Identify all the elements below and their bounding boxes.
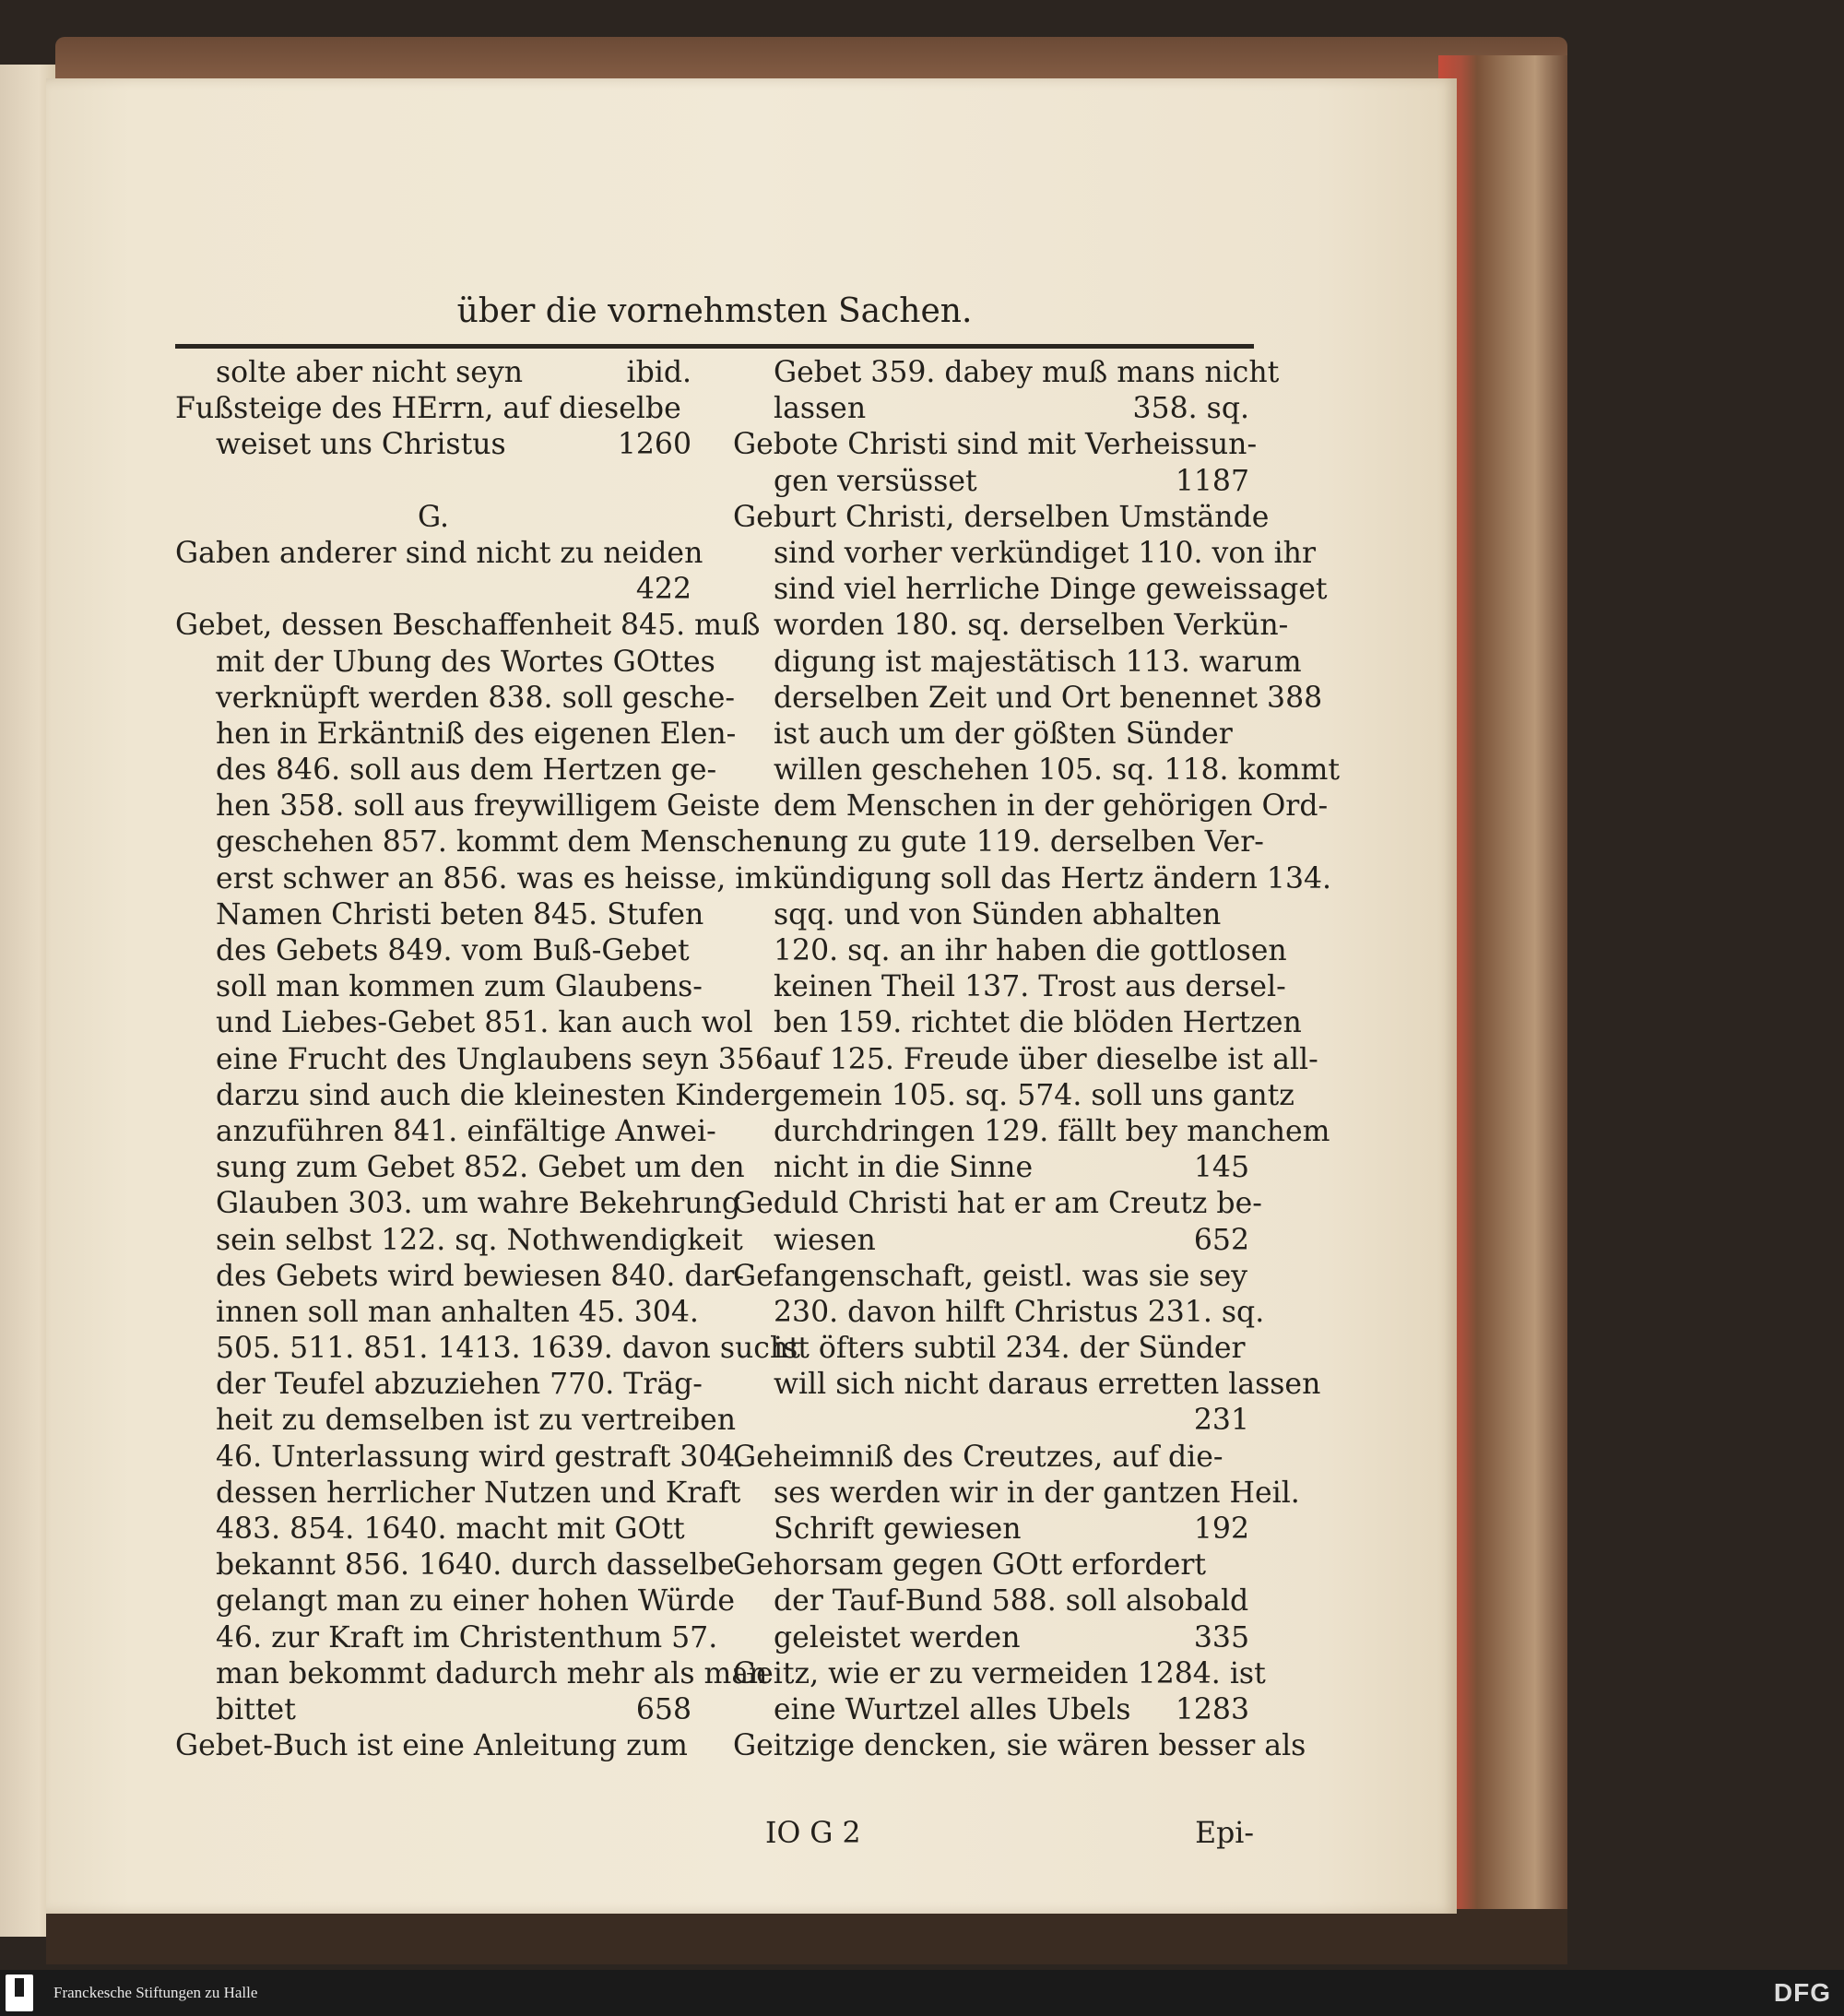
index-line	[175, 681, 736, 717]
index-line	[175, 1114, 716, 1150]
index-line	[733, 1728, 1306, 1764]
index-entry-text: sung zum Gebet 852. Gebet um den	[216, 1151, 745, 1185]
index-entry-text: weiset uns Christus	[216, 428, 506, 462]
index-line	[175, 1440, 745, 1476]
book-cover-bottom	[46, 1909, 1567, 1964]
index-entry-text: gelangt man zu einer hohen Würde	[216, 1584, 736, 1619]
index-entry-text: dem Menschen in der gehörigen Ord-	[774, 789, 1329, 824]
index-line	[175, 1403, 737, 1439]
index-line	[733, 1512, 1249, 1548]
index-line	[733, 536, 1317, 572]
index-entry-text: Geduld Christi hat er am Creutz be-	[733, 1187, 1262, 1221]
index-line	[733, 355, 1280, 391]
index-line	[733, 1150, 1249, 1186]
index-line	[175, 753, 717, 789]
index-line	[733, 1005, 1302, 1041]
index-line	[175, 933, 692, 969]
index-entry-text: wiesen	[774, 1223, 876, 1257]
index-entry-text: man bekommt dadurch mehr als man	[216, 1656, 768, 1690]
index-entry-text: kündigung soll das Hertz ändern 134.	[774, 861, 1332, 895]
index-entry-text: derselben Zeit und Ort benennet 388	[774, 681, 1323, 715]
index-entry-text: des Gebets 849. vom Buß-Gebet	[216, 934, 690, 967]
index-entry-text: Geheimniß des Creutzes, auf die-	[733, 1440, 1223, 1474]
index-entry-text: Geitzige dencken, sie wären besser als	[733, 1729, 1306, 1763]
index-entry-text: solte aber nicht seyn	[216, 356, 524, 389]
index-entry-text: heit zu demselben ist zu vertreiben	[216, 1404, 737, 1438]
index-line	[175, 1692, 692, 1728]
index-line	[733, 500, 1270, 536]
index-line	[733, 1656, 1266, 1692]
index-entry-text: Geitz, wie er zu vermeiden 1284. ist	[733, 1656, 1266, 1690]
index-entry-text: sqq. und von Sünden abhalten	[774, 897, 1222, 931]
index-line	[175, 1042, 783, 1078]
index-entry-text: will sich nicht daraus erretten lassen	[774, 1368, 1321, 1402]
index-line	[175, 645, 715, 681]
index-entry-text: Geburt Christi, derselben Umstände	[733, 500, 1270, 534]
index-line	[175, 1186, 741, 1222]
index-line	[175, 500, 692, 536]
index-entry-text: Gebet, dessen Beschaffenheit 845. muß	[175, 609, 761, 643]
index-line	[733, 1440, 1249, 1476]
header-rule	[175, 344, 1254, 349]
index-entry-text: 120. sq. an ihr haben die gottlosen	[774, 934, 1287, 967]
index-entry-text: sein selbst 122. sq. Nothwendigkeit	[216, 1223, 743, 1257]
index-entry-text: Gebet-Buch ist eine Anleitung zum	[175, 1729, 688, 1763]
page-reference: 1283	[1175, 1692, 1249, 1726]
index-line	[175, 824, 792, 860]
index-entry-text: geleistet werden	[774, 1620, 1021, 1654]
catchword: Epi-	[1195, 1817, 1254, 1850]
index-entry-text: erst schwer an 856. was es heisse, im	[216, 861, 773, 895]
index-line	[175, 1512, 692, 1548]
index-line	[175, 717, 737, 753]
index-entry-text: eine Frucht des Unglaubens seyn 356.	[216, 1042, 783, 1076]
index-line	[733, 789, 1329, 824]
index-entry-text: anzuführen 841. einfältige Anwei-	[216, 1114, 716, 1148]
index-line	[175, 969, 703, 1005]
page-reference: 652	[1193, 1223, 1249, 1257]
running-title: über die vornehmsten Sachen.	[456, 292, 973, 330]
page-reference: 192	[1193, 1512, 1249, 1546]
index-column-right	[733, 355, 1341, 1812]
index-line	[733, 1114, 1330, 1150]
index-entry-text: verknüpft werden 838. soll gesche-	[216, 681, 736, 715]
index-line	[733, 681, 1323, 717]
index-entry-text: bekannt 856. 1640. durch dasselbe	[216, 1548, 735, 1583]
index-line	[733, 1367, 1321, 1403]
index-entry-text: auf 125. Freude über dieselbe ist all-	[774, 1042, 1318, 1076]
index-entry-text: und Liebes-Gebet 851. kan auch wol	[216, 1006, 753, 1040]
institution-name[interactable]: Franckesche Stiftungen zu Halle	[53, 1984, 258, 2001]
index-entry-text: innen soll man anhalten 45. 304.	[216, 1295, 699, 1329]
index-line	[733, 861, 1332, 897]
index-line	[175, 391, 692, 427]
index-line	[175, 1259, 745, 1295]
index-entry-text: geschehen 857. kommt dem Menschen	[216, 825, 792, 860]
index-line	[733, 572, 1328, 608]
index-entry-text: Gaben anderer sind nicht zu neiden	[175, 536, 703, 570]
index-entry-text: 483. 854. 1640. macht mit GOtt	[216, 1512, 685, 1546]
index-line	[175, 1367, 703, 1403]
index-line	[733, 1042, 1318, 1078]
index-line	[733, 1620, 1249, 1656]
index-line	[733, 969, 1286, 1005]
index-line	[175, 1583, 736, 1619]
index-entry-text: hen in Erkäntniß des eigenen Elen-	[216, 717, 737, 751]
index-entry-text: 46. zur Kraft im Christenthum 57.	[216, 1620, 718, 1654]
index-line	[733, 391, 1249, 427]
index-line	[733, 608, 1289, 644]
institution-logo-icon[interactable]	[6, 1974, 33, 2011]
index-entry-text: 505. 511. 851. 1413. 1639. davon sucht	[216, 1332, 800, 1366]
index-entry-text: worden 180. sq. derselben Verkün-	[774, 609, 1289, 643]
page-footer	[175, 1815, 1254, 1852]
index-entry-text: des Gebets wird bewiesen 840. dar-	[216, 1259, 745, 1293]
index-line	[733, 1476, 1300, 1512]
index-line	[175, 1005, 753, 1041]
index-entry-text: Gebet 359. dabey muß mans nicht	[774, 356, 1280, 389]
index-line	[733, 1548, 1249, 1583]
index-entry-text: sind viel herrliche Dinge geweissaget	[774, 573, 1328, 607]
index-line	[733, 1403, 1249, 1439]
book-fore-edge	[1438, 55, 1567, 1927]
index-entry-text: des 846. soll aus dem Hertzen ge-	[216, 753, 717, 788]
index-line	[175, 789, 761, 824]
index-line	[175, 536, 703, 572]
index-entry-text: durchdringen 129. fällt bey manchem	[774, 1114, 1330, 1148]
index-line	[733, 1078, 1294, 1114]
index-entry-text: darzu sind auch die kleinesten Kinder	[216, 1078, 774, 1112]
index-entry-text: willen geschehen 105. sq. 118. kommt	[774, 753, 1341, 788]
index-line	[175, 355, 692, 391]
index-entry-text: dessen herrlicher Nutzen und Kraft	[216, 1476, 741, 1510]
index-line	[175, 861, 773, 897]
index-line	[733, 1692, 1249, 1728]
index-line	[733, 645, 1302, 681]
index-entry-text: nung zu gute 119. derselben Ver-	[774, 825, 1264, 860]
index-line	[175, 1078, 774, 1114]
index-entry-text: ist öfters subtil 234. der Sünder	[774, 1332, 1246, 1366]
index-entry-text: eine Wurtzel alles Ubels	[774, 1692, 1131, 1726]
index-line	[733, 1331, 1249, 1367]
index-entry-text: Gebote Christi sind mit Verheissun-	[733, 428, 1258, 462]
index-line	[175, 897, 704, 933]
index-line	[733, 753, 1341, 789]
viewer-footer-bar	[0, 1970, 1844, 2016]
index-entry-text: hen 358. soll aus freywilligem Geiste	[216, 789, 761, 824]
index-line	[733, 897, 1249, 933]
index-line	[175, 1223, 743, 1259]
index-line	[733, 717, 1249, 753]
page-reference: 422	[635, 573, 692, 607]
index-entry-text: der Tauf-Bund 588. soll alsobald	[774, 1584, 1249, 1619]
index-entry-text: Schrift gewiesen	[774, 1512, 1022, 1546]
index-line	[733, 933, 1287, 969]
index-entry-text: gemein 105. sq. 574. soll uns gantz	[774, 1078, 1294, 1112]
index-entry-text: Gefangenschaft, geistl. was sie sey	[733, 1259, 1248, 1293]
index-entry-text: Namen Christi beten 845. Stufen	[216, 897, 704, 931]
page-reference: 335	[1193, 1620, 1249, 1654]
index-line	[175, 1656, 768, 1692]
signature-mark: IO G 2	[765, 1817, 861, 1850]
index-line	[733, 824, 1264, 860]
index-entry-text: ben 159. richtet die blöden Hertzen	[774, 1006, 1302, 1040]
index-line	[733, 1223, 1249, 1259]
index-line	[175, 1620, 718, 1656]
index-line	[175, 608, 761, 644]
page-reference: 145	[1193, 1151, 1249, 1185]
index-entry-text: nicht in die Sinne	[774, 1151, 1034, 1185]
index-line	[733, 1259, 1249, 1295]
index-entry-text: der Teufel abzuziehen 770. Träg-	[216, 1368, 703, 1402]
index-line	[175, 464, 692, 500]
index-line	[733, 1295, 1265, 1331]
index-entry-text: keinen Theil 137. Trost aus dersel-	[774, 970, 1286, 1004]
index-line	[175, 572, 692, 608]
index-entry-text: sind vorher verkündiget 110. von ihr	[774, 536, 1317, 570]
index-entry-text: gen versüsset	[774, 464, 977, 498]
section-letter: G.	[417, 500, 450, 534]
index-line	[175, 1150, 745, 1186]
index-line	[175, 427, 692, 463]
index-line	[733, 1583, 1249, 1619]
index-entry-text: soll man kommen zum Glaubens-	[216, 970, 703, 1004]
index-entry-text: Glauben 303. um wahre Bekehrung	[216, 1187, 741, 1221]
index-line	[175, 1331, 800, 1367]
index-line	[733, 464, 1249, 500]
index-line	[733, 1186, 1262, 1222]
page-reference: 358. sq.	[1132, 392, 1249, 426]
index-line	[733, 427, 1258, 463]
index-entry-text: digung ist majestätisch 113. warum	[774, 645, 1302, 679]
index-line	[175, 1295, 699, 1331]
index-entry-text: 230. davon hilft Christus 231. sq.	[774, 1295, 1265, 1329]
index-entry-text: ist auch um der gößten Sünder	[774, 717, 1233, 751]
dfg-logo[interactable]: DFG	[1773, 1978, 1831, 2007]
index-column-left	[175, 355, 800, 1812]
index-entry-text: lassen	[774, 392, 867, 426]
index-entry-text: Gehorsam gegen GOtt erfordert	[733, 1548, 1207, 1583]
page-reference: 231	[1193, 1404, 1249, 1438]
page-reference: ibid.	[626, 356, 692, 389]
page-reference: 1187	[1175, 464, 1249, 498]
index-entry-text: bittet	[216, 1692, 296, 1726]
page-reference: 1260	[617, 428, 692, 462]
index-line	[175, 1476, 741, 1512]
index-entry-text: mit der Ubung des Wortes GOttes	[216, 645, 715, 679]
page-content	[175, 289, 1341, 1850]
index-line	[175, 1728, 692, 1764]
index-entry-text: Fußsteige des HErrn, auf dieselbe	[175, 392, 681, 426]
index-entry-text: 46. Unterlassung wird gestraft 304.	[216, 1440, 745, 1474]
book-page	[46, 78, 1457, 1914]
index-entry-text: ses werden wir in der gantzen Heil.	[774, 1476, 1300, 1510]
index-line	[175, 1548, 735, 1583]
page-reference: 658	[635, 1692, 692, 1726]
